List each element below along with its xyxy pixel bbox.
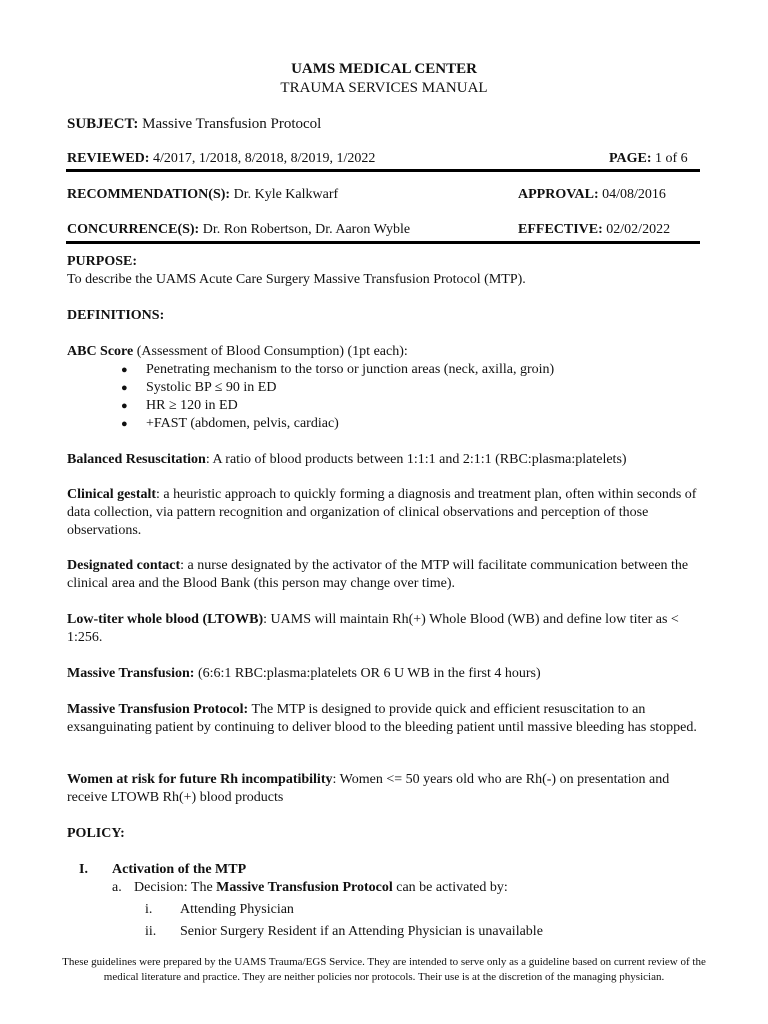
abc-item: +FAST (abdomen, pelvis, cardiac)	[146, 416, 339, 431]
clinical-gestalt-definition	[67, 486, 707, 540]
item-a-number: a.	[112, 880, 122, 895]
item-a-bold: Massive Transfusion Protocol	[216, 880, 393, 895]
subject-label: SUBJECT:	[67, 116, 139, 132]
mtp-definition	[67, 701, 707, 737]
bullet-icon: ●	[121, 364, 128, 376]
concurrence-value: Dr. Ron Robertson, Dr. Aaron Wyble	[202, 222, 411, 237]
page-value: 1 of 6	[655, 151, 688, 166]
ltowb-term: Low-titer whole blood (LTOWB)	[67, 612, 264, 627]
bullet-icon: ●	[121, 400, 128, 412]
massive-term: Massive Transfusion:	[67, 666, 195, 681]
mtp-text: The MTP is designed to provide quick and efficient resuscitation to an exsanguinating patient by continuing to deliver blood to the bleeding patient until massive bleeding has stopped.	[67, 702, 697, 735]
subitem-text: Attending Physician	[180, 902, 294, 917]
abc-text: (Assessment of Blood Consumption) (1pt each):	[133, 344, 408, 359]
item-a-pre: Decision: The	[134, 880, 217, 895]
ltowb-text: : UAMS will maintain Rh(+) Whole Blood (WB) and define low titer as < 1:256.	[67, 612, 679, 645]
bullet-icon: ●	[121, 382, 128, 394]
recommendation-line	[67, 186, 338, 204]
subitem-text: Senior Surgery Resident if an Attending Physician is unavailable	[180, 924, 543, 939]
abc-term: ABC Score	[67, 344, 134, 359]
subitem-number: ii.	[145, 924, 157, 939]
org-title: UAMS MEDICAL CENTER	[291, 61, 477, 77]
recommendation-label: RECOMMENDATION(S):	[67, 187, 231, 202]
approval-label: APPROVAL:	[518, 187, 599, 202]
footer-disclaimer: These guidelines were prepared by the UAMS Trauma/EGS Service. They are intended to serve only as a guideline based on current review of the medical literature and practice. They are neither policies nor protocols. Their use is at the discretion of the managing physician.	[62, 956, 706, 983]
concurrence-line	[67, 221, 410, 239]
contact-text: : a nurse designated by the activator of the MTP will facilitate communication between the clinical area and the Blood Bank (this person may change over time).	[67, 558, 689, 591]
massive-text: (6:6:1 RBC:plasma:platelets OR 6 U WB in the first 4 hours)	[194, 666, 541, 681]
concurrence-label: CONCURRENCE(S):	[67, 222, 200, 237]
women-text: : Women <= 50 years old who are Rh(-) on presentation and receive LTOWB Rh(+) blood products	[67, 772, 670, 805]
effective-label: EFFECTIVE:	[518, 222, 603, 237]
effective-value: 02/02/2022	[606, 222, 671, 237]
reviewed-value: 4/2017, 1/2018, 8/2018, 8/2019, 1/2022	[152, 151, 376, 166]
balanced-resuscitation-definition	[67, 451, 627, 469]
contact-term: Designated contact	[67, 558, 181, 573]
bullet-icon: ●	[121, 418, 128, 430]
recommendation-value: Dr. Kyle Kalkwarf	[233, 187, 339, 202]
subject-value: Massive Transfusion Protocol	[142, 116, 322, 132]
designated-contact-definition	[67, 557, 707, 593]
definitions-heading: DEFINITIONS:	[67, 308, 165, 323]
header-rule-top	[66, 169, 700, 172]
gestalt-term: Clinical gestalt	[67, 487, 157, 502]
gestalt-text: : a heuristic approach to quickly forming a diagnosis and treatment plan, often within seconds of data collection, via pattern recognition and organization of clinical observations and perception of those observations.	[67, 487, 697, 538]
item-a-post: can be activated by:	[392, 880, 508, 895]
item-a-text	[134, 879, 508, 897]
abc-item: Systolic BP ≤ 90 in ED	[146, 380, 277, 395]
subject-line	[67, 115, 321, 133]
subitem-number: i.	[145, 902, 153, 917]
purpose-text: To describe the UAMS Acute Care Surgery Massive Transfusion Protocol (MTP).	[67, 272, 526, 287]
policy-heading: POLICY:	[67, 826, 125, 841]
effective-line	[518, 221, 670, 239]
purpose-heading: PURPOSE:	[67, 254, 137, 269]
abc-item: HR ≥ 120 in ED	[146, 398, 238, 413]
ltowb-definition	[67, 611, 707, 647]
women-term: Women at risk for future Rh incompatibility	[67, 772, 333, 787]
page-number	[609, 150, 688, 168]
mtp-term: Massive Transfusion Protocol:	[67, 702, 249, 717]
page-label: PAGE:	[609, 151, 652, 166]
manual-title: TRAUMA SERVICES MANUAL	[280, 80, 488, 96]
balanced-term: Balanced Resuscitation	[67, 452, 206, 467]
massive-transfusion-definition	[67, 665, 541, 683]
women-rh-definition	[67, 771, 707, 807]
section-number: I.	[79, 862, 88, 877]
reviewed-line	[67, 150, 375, 168]
abc-score-definition	[67, 343, 408, 361]
reviewed-label: REVIEWED:	[67, 151, 150, 166]
approval-line	[518, 186, 666, 204]
header-rule-bottom	[66, 241, 700, 244]
approval-value: 04/08/2016	[602, 187, 666, 202]
balanced-text: : A ratio of blood products between 1:1:1 and 2:1:1 (RBC:plasma:platelets)	[205, 452, 627, 467]
section-title: Activation of the MTP	[112, 862, 247, 877]
abc-item: Penetrating mechanism to the torso or junction areas (neck, axilla, groin)	[146, 362, 555, 377]
